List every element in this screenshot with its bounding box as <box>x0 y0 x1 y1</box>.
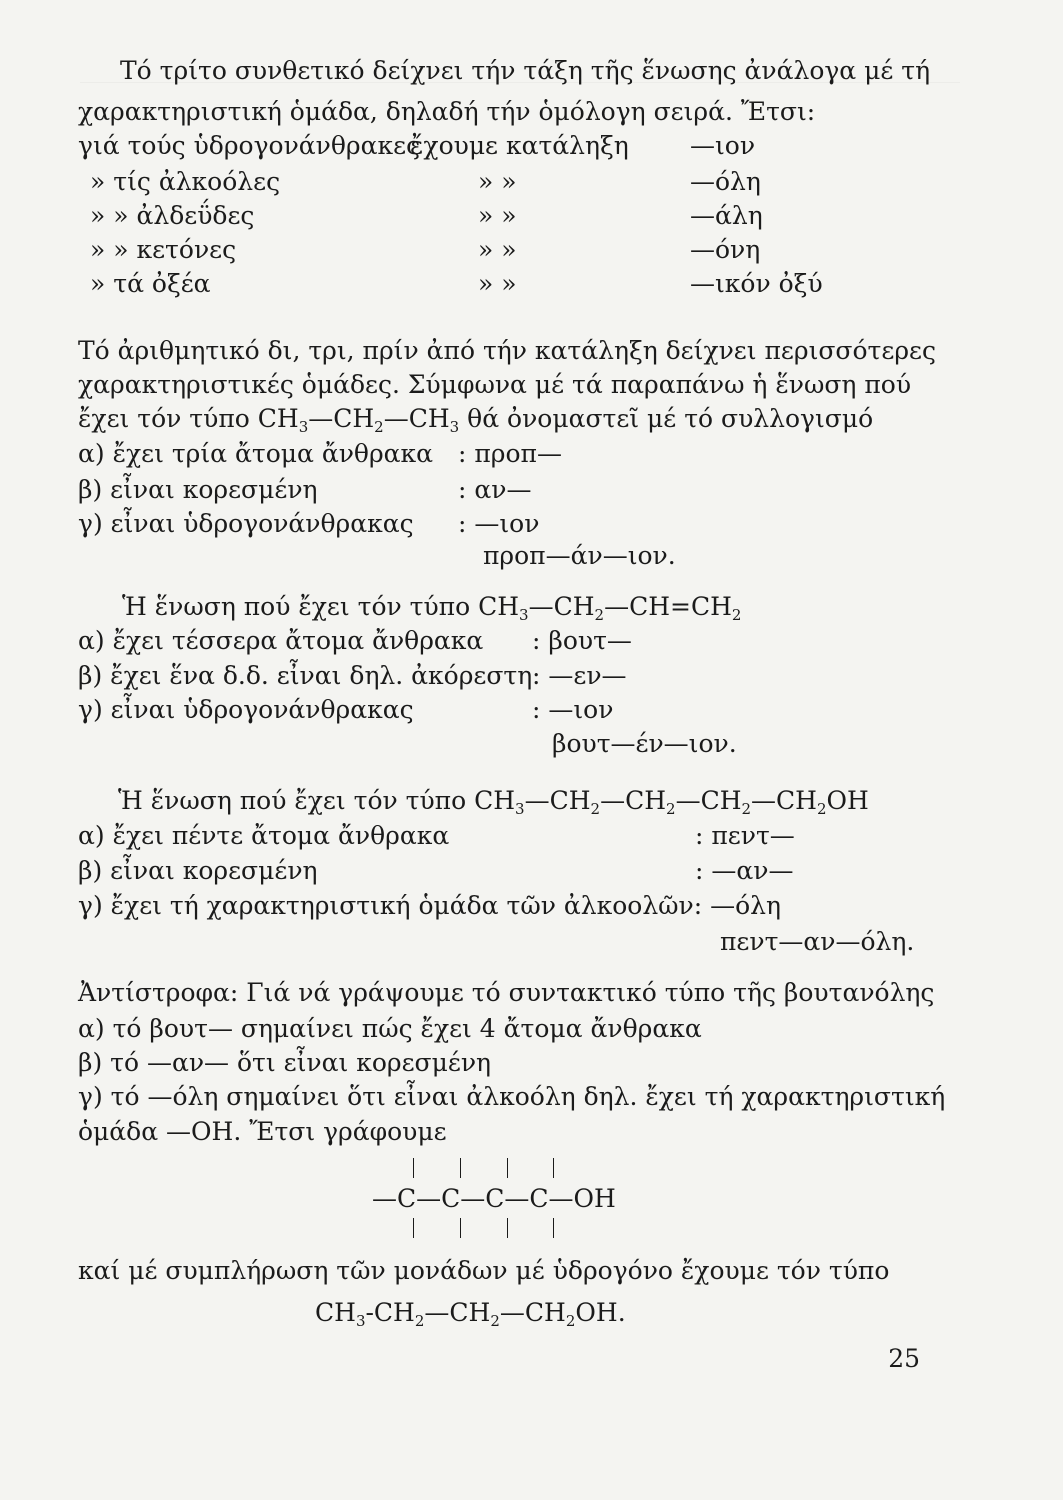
example-row-label: β) εἶναι κορεσμένη <box>78 856 318 885</box>
bond-bottom <box>413 1218 414 1238</box>
completion-line: καί μέ συμπλήρωση τῶν μονάδων μέ ὑδρογόνο ἔχουμε τόν τύπο <box>78 1256 890 1285</box>
example-row-value: : —ιον <box>532 695 614 724</box>
suffix-row-suffix: —όλη <box>690 167 761 196</box>
suffix-row-prefix: » τίς ἀλκοόλες <box>90 167 281 196</box>
suffix-row-prefix: γιά τούς ὑδρογονάνθρακες <box>78 131 421 160</box>
reverse-line-5: ὁμάδα —OH. Ἔτσι γράφουμε <box>78 1117 447 1146</box>
bond-top <box>413 1158 414 1178</box>
bond-top <box>460 1158 461 1178</box>
example-result: προπ—άν—ιον. <box>483 541 676 570</box>
example-row-value: : αν— <box>458 475 532 504</box>
example-row-value: : πεντ— <box>695 821 795 850</box>
suffix-row-suffix: —άλη <box>690 201 763 230</box>
suffix-row-mid: » » <box>478 269 517 298</box>
example-row-label: β) εἶναι κορεσμένη <box>78 475 318 504</box>
numeric-line-3: ἔχει τόν τύπο $CH_3—CH_2—CH_3$ θά ὀνομαστεῖ μέ τό συλλογισμό <box>78 404 874 436</box>
reverse-line-1: Ἀντίστροφα: Γιά νά γράψουμε τό συντακτικό τύπο τῆς βουτανόλης <box>78 978 935 1007</box>
bond-top <box>507 1158 508 1178</box>
intro-line-2: χαρακτηριστική ὁμάδα, δηλαδή τήν ὁμόλογη σειρά. Ἔτσι: <box>78 97 816 126</box>
intro-line-1: Τό τρίτο συνθετικό δείχνει τήν τάξη τῆς ἕνωσης ἀνάλογα μέ τή <box>120 56 931 85</box>
example-result: πεντ—αν—όλη. <box>720 927 915 956</box>
example-intro: Ἡ ἕνωση πού ἔχει τόν τύπο $CH_3—CH_2—CH=CH_2$ <box>122 592 742 624</box>
suffix-row-prefix: » » κετόνες <box>90 235 237 264</box>
reverse-line-4: γ) τό —όλη σημαίνει ὅτι εἶναι ἀλκοόλη δηλ. ἔχει τή χαρακτηριστική <box>78 1082 946 1111</box>
bond-bottom <box>553 1218 554 1238</box>
example-row-label: γ) εἶναι ὑδρογονάνθρακας <box>78 509 414 538</box>
suffix-row-suffix: —ικόν ὀξύ <box>690 269 823 298</box>
example-row-label: γ) εἶναι ὑδρογονάνθρακας <box>78 695 414 724</box>
bond-bottom <box>460 1218 461 1238</box>
example-row-value: : —ιον <box>458 509 540 538</box>
example-intro: Ἡ ἕνωση πού ἔχει τόν τύπο $CH_3—CH_2—CH_2—CH_2—CH_2OH$ <box>118 786 869 818</box>
reverse-line-3: β) τό —αν— ὅτι εἶναι κορεσμένη <box>78 1048 491 1077</box>
suffix-row-mid: » » <box>478 167 517 196</box>
example-row-label: γ) ἔχει τή χαρακτηριστική ὁμάδα τῶν ἀλκοολῶν: —όλη <box>78 891 782 920</box>
suffix-row-mid: » » <box>478 201 517 230</box>
suffix-row-prefix: » τά ὀξέα <box>90 269 211 298</box>
example-row-value: : προπ— <box>458 439 562 468</box>
final-formula: $CH_3-CH_2—CH_2—CH_2OH$. <box>315 1298 626 1330</box>
bond-top <box>553 1158 554 1178</box>
skeleton-formula: —C—C—C—C—OH <box>372 1184 616 1213</box>
example-row-value: : —αν— <box>695 856 794 885</box>
suffix-row-mid: » » <box>478 235 517 264</box>
reverse-line-2: α) τό βουτ— σημαίνει πώς ἔχει 4 ἄτομα ἄνθρακα <box>78 1014 702 1043</box>
example-row-label: β) ἔχει ἕνα δ.δ. εἶναι δηλ. ἀκόρεστη <box>78 661 533 690</box>
suffix-row-suffix: —ιον <box>690 131 756 160</box>
numeric-line-1: Τό ἀριθμητικό δι, τρι, πρίν ἀπό τήν κατάληξη δείχνει περισσότερες <box>78 336 936 365</box>
suffix-row-suffix: —όνη <box>690 235 761 264</box>
page-number: 25 <box>888 1344 920 1373</box>
bond-bottom <box>507 1218 508 1238</box>
example-row-label: α) ἔχει τρία ἄτομα ἄνθρακα <box>78 439 434 468</box>
numeric-line-2: χαρακτηριστικές ὁμάδες. Σύμφωνα μέ τά παραπάνω ἡ ἕνωση πού <box>78 370 912 399</box>
example-row-value: : —εν— <box>532 661 627 690</box>
example-row-label: α) ἔχει τέσσερα ἄτομα ἄνθρακα <box>78 626 484 655</box>
example-row-label: α) ἔχει πέντε ἄτομα ἄνθρακα <box>78 821 450 850</box>
suffix-row-prefix: » » ἀλδεΰδες <box>90 201 255 230</box>
suffix-row-mid: ἔχουμε κατάληξη <box>410 131 629 160</box>
example-result: βουτ—έν—ιον. <box>552 729 737 758</box>
example-row-value: : βουτ— <box>532 626 632 655</box>
